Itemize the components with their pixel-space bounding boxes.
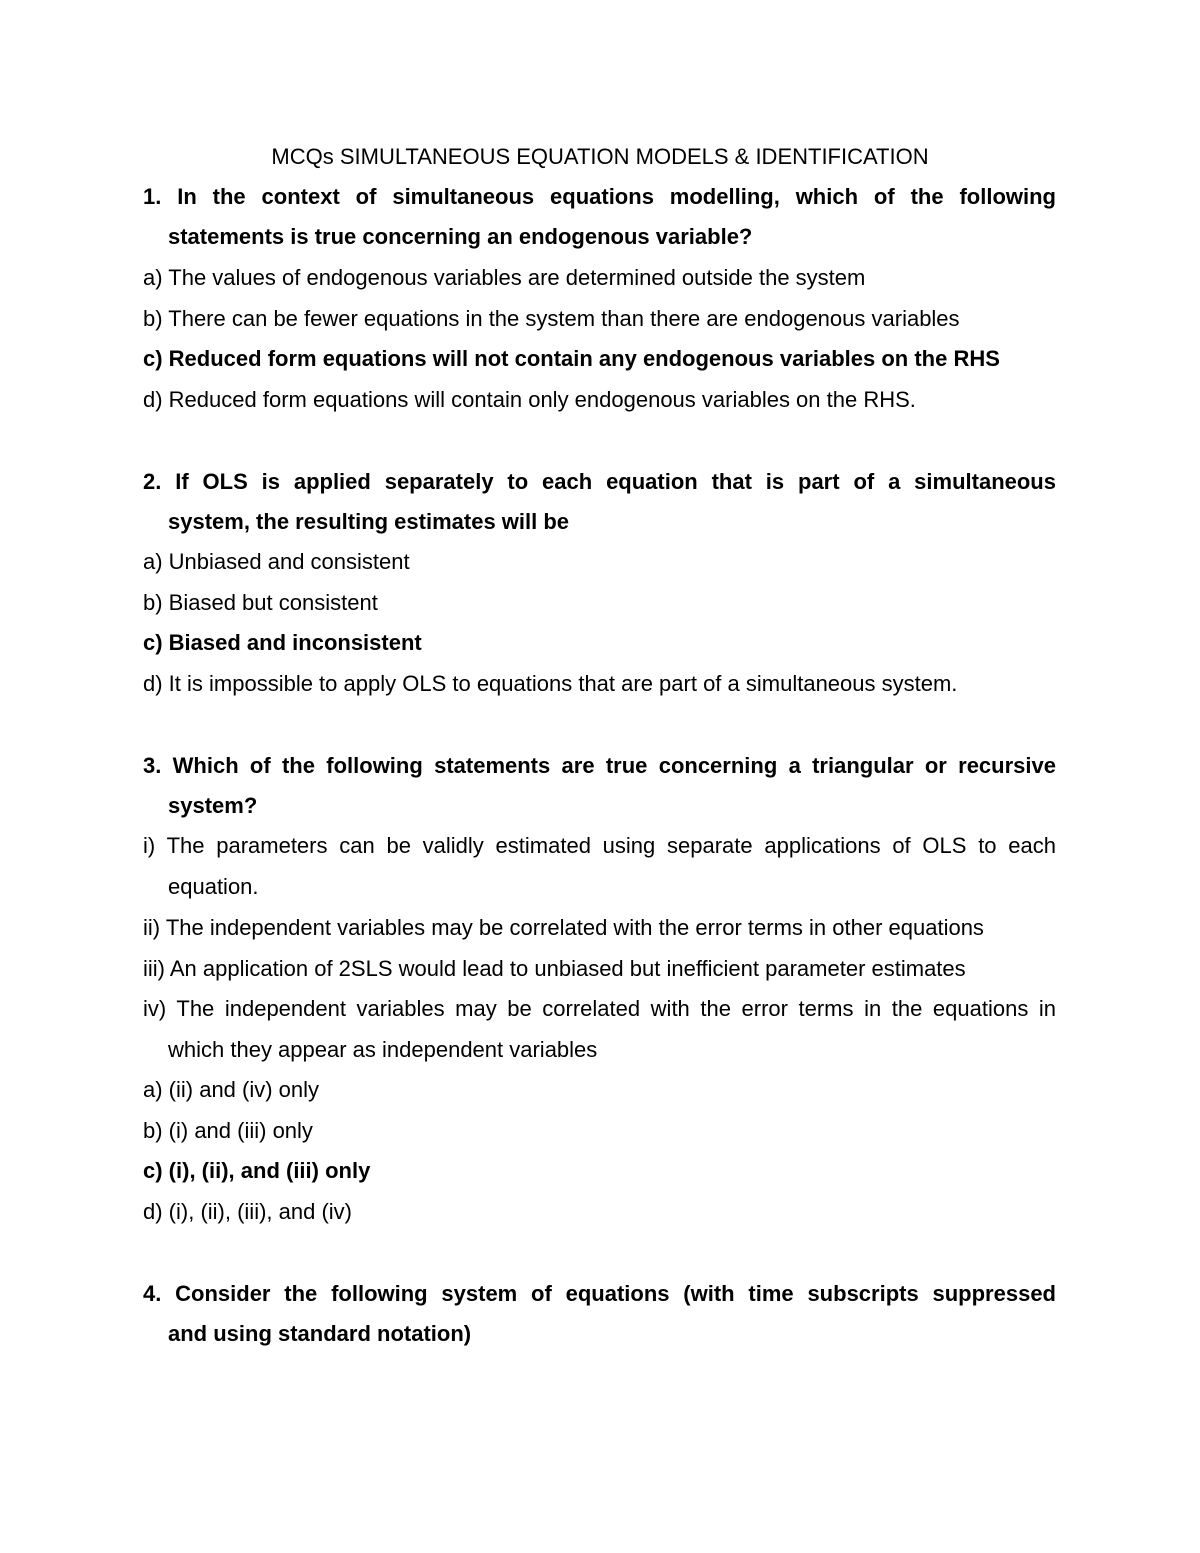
- question-3-statement-i-cont: equation.: [168, 874, 259, 899]
- question-1-option-a: a) The values of endogenous variables are determined outside the system: [143, 265, 866, 290]
- question-3-statement-iii: iii) An application of 2SLS would lead to unbiased but inefficient parameter estimates: [143, 956, 966, 981]
- question-4-stem-cont: and using standard notation): [168, 1321, 472, 1346]
- question-3-stem: 3. Which of the following statements are true concerning a triangular or recursive: [143, 753, 1056, 778]
- question-3-option-b: b) (i) and (iii) only: [143, 1118, 313, 1143]
- question-1-option-d: d) Reduced form equations will contain only endogenous variables on the RHS.: [143, 387, 916, 412]
- question-4-stem: 4. Consider the following system of equations (with time subscripts suppressed: [143, 1281, 1056, 1306]
- question-3-statement-ii: ii) The independent variables may be correlated with the error terms in other equations: [143, 915, 984, 940]
- question-3-stem-cont: system?: [168, 793, 258, 818]
- question-1-stem-cont: statements is true concerning an endogenous variable?: [168, 224, 753, 249]
- question-3-option-d: d) (i), (ii), (iii), and (iv): [143, 1199, 352, 1224]
- question-1-stem: 1. In the context of simultaneous equations modelling, which of the following: [143, 184, 1056, 209]
- question-2-option-c-answer: c) Biased and inconsistent: [143, 630, 422, 655]
- question-3-statement-iv-cont: which they appear as independent variables: [168, 1037, 598, 1062]
- question-2-option-a: a) Unbiased and consistent: [143, 549, 410, 574]
- question-2-option-b: b) Biased but consistent: [143, 590, 378, 615]
- question-3-statement-iv: iv) The independent variables may be correlated with the error terms in the equations in: [143, 996, 1056, 1021]
- question-3-statement-i: i) The parameters can be validly estimated using separate applications of OLS to each: [143, 833, 1056, 858]
- question-2-stem: 2. If OLS is applied separately to each equation that is part of a simultaneous: [143, 469, 1056, 494]
- question-3-option-c-answer: c) (i), (ii), and (iii) only: [143, 1158, 371, 1183]
- question-2-option-d: d) It is impossible to apply OLS to equations that are part of a simultaneous system.: [143, 671, 958, 696]
- question-1-option-b: b) There can be fewer equations in the system than there are endogenous variables: [143, 306, 960, 331]
- page-title: MCQs SIMULTANEOUS EQUATION MODELS & IDENTIFICATION: [271, 144, 929, 169]
- question-1-option-c-answer: c) Reduced form equations will not contain any endogenous variables on the RHS: [143, 346, 1000, 371]
- question-3-option-a: a) (ii) and (iv) only: [143, 1077, 320, 1102]
- question-2-stem-cont: system, the resulting estimates will be: [168, 509, 570, 534]
